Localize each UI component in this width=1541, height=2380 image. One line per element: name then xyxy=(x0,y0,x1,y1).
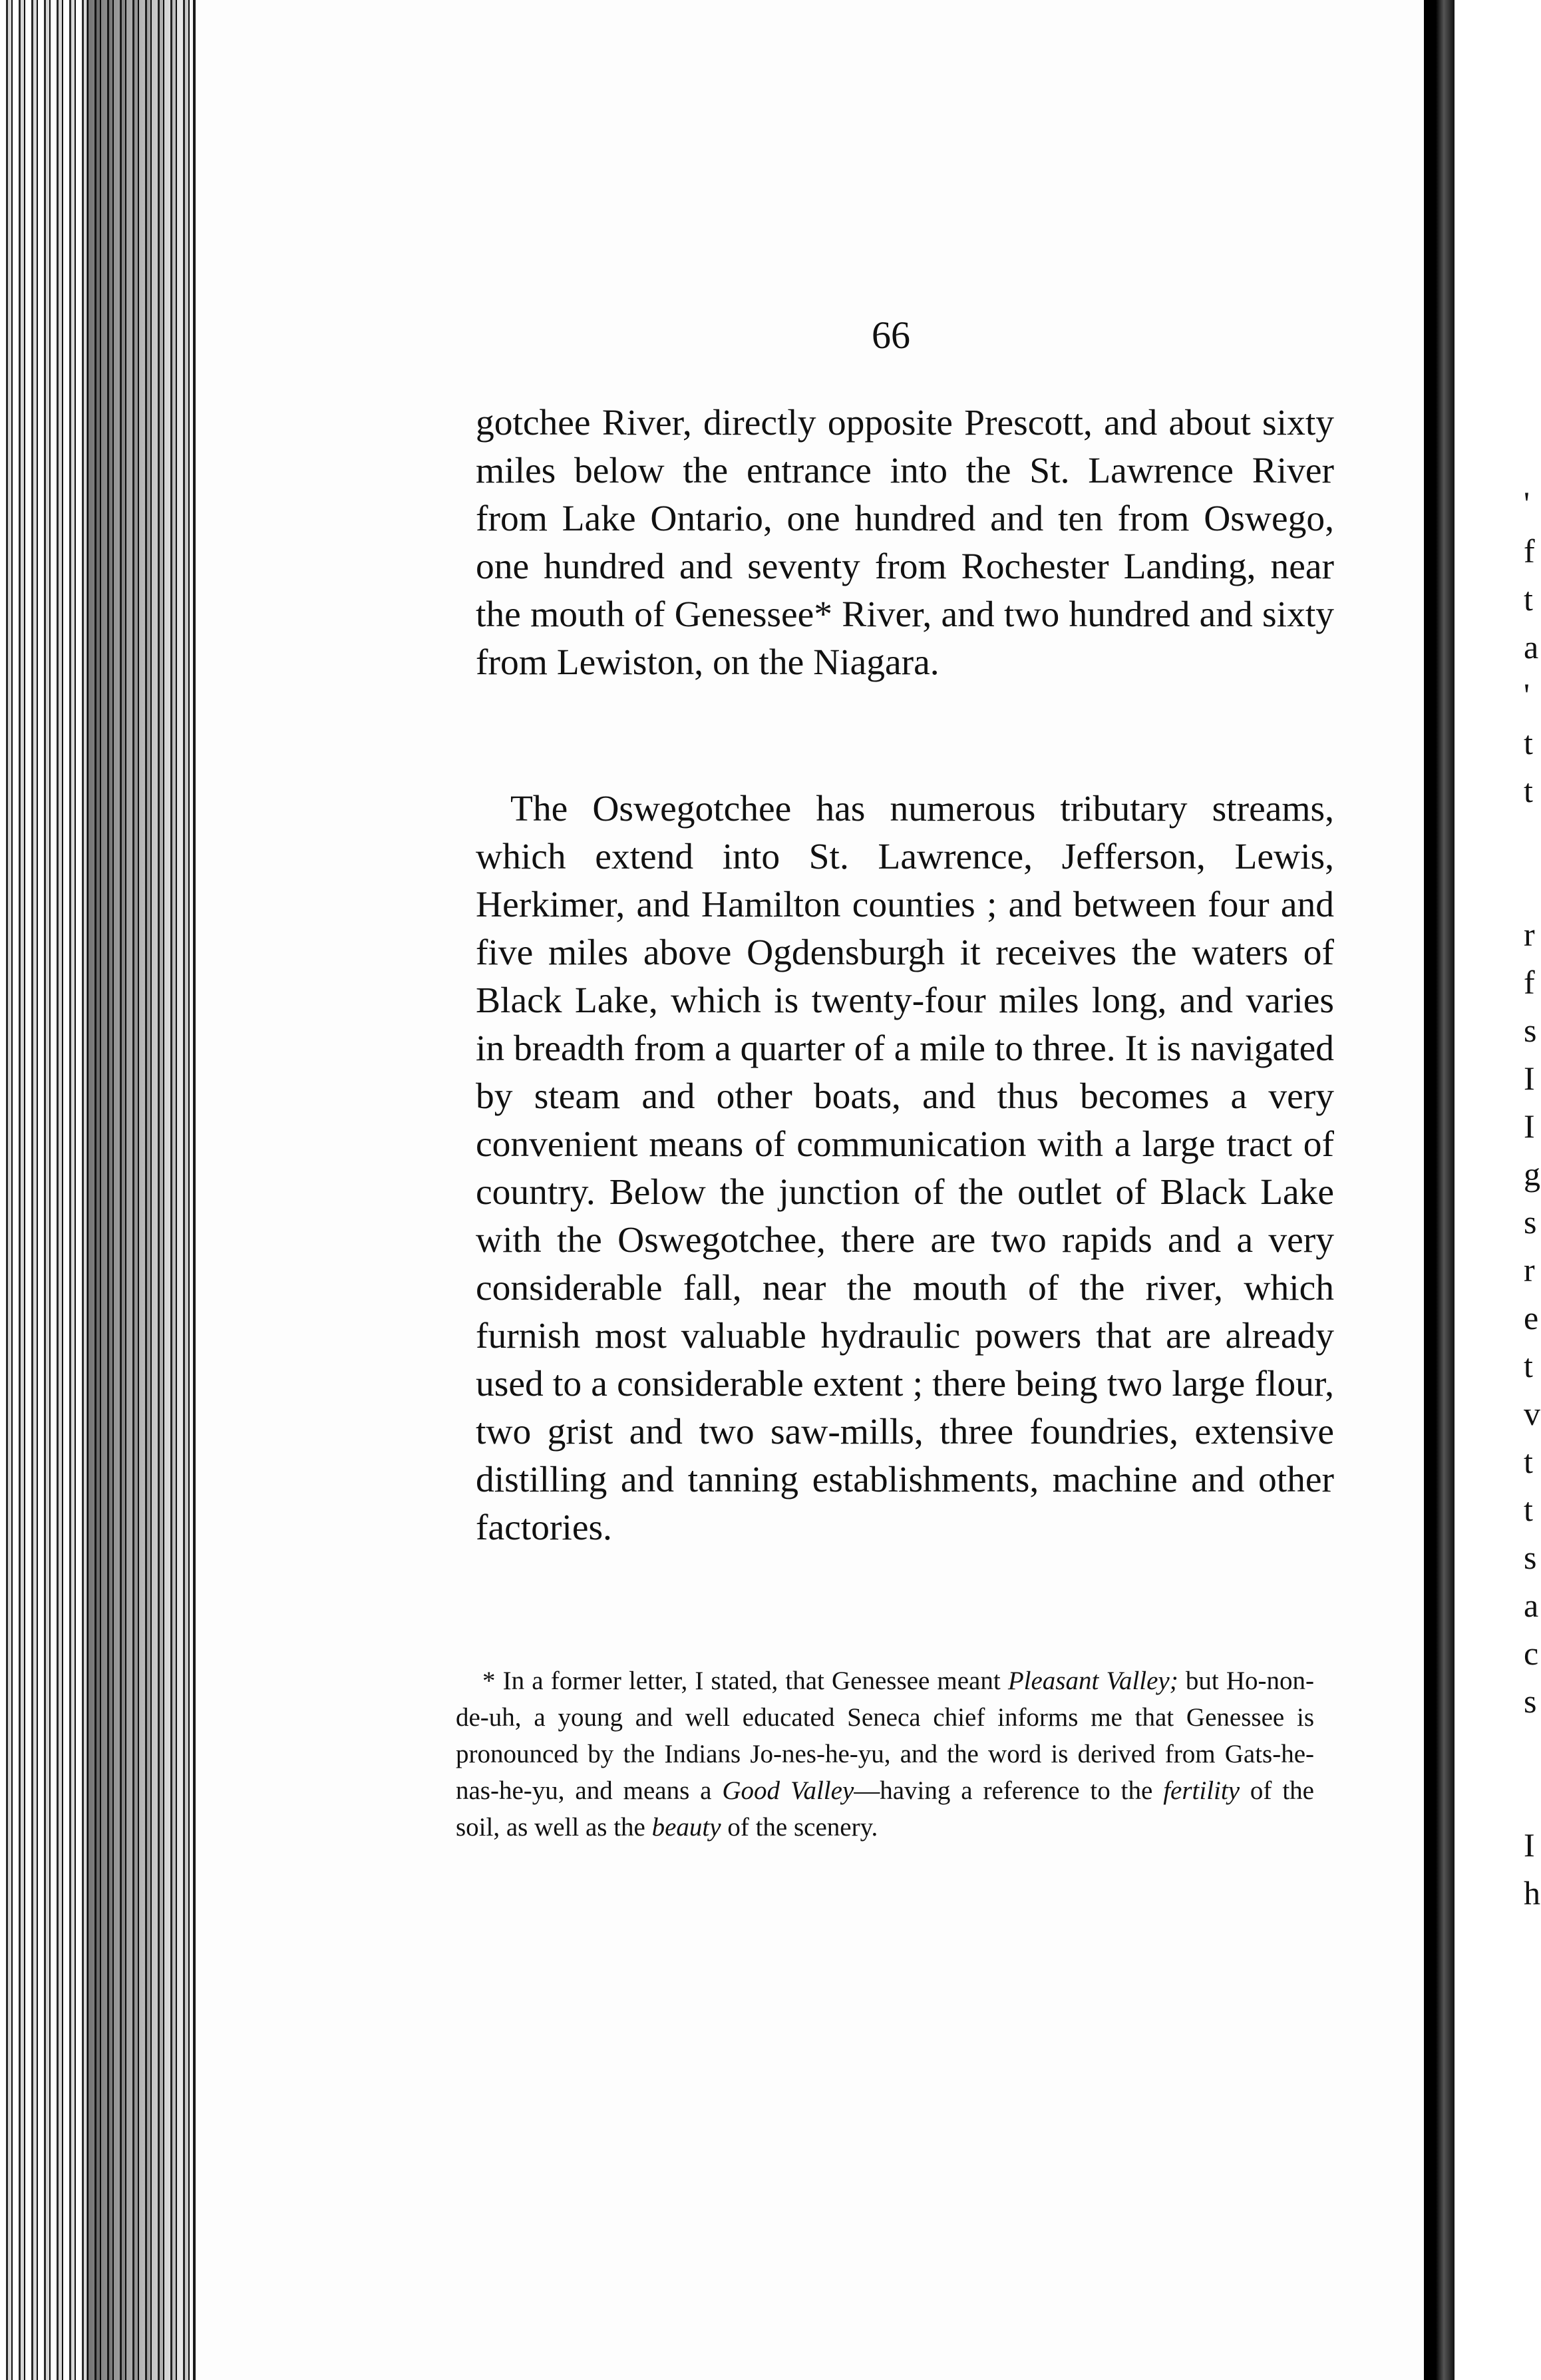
footnote-italic: Pleasant Valley; xyxy=(1007,1667,1178,1695)
footnote-italic: Good Valley xyxy=(722,1776,854,1805)
binding-gutter-right xyxy=(1424,0,1455,2380)
footnote-text: of the scenery. xyxy=(721,1813,878,1842)
facing-page-fragments: ' f t a ' t t r f s I I g s r e t v t t s a c s I h xyxy=(1524,485,1540,1911)
footnote xyxy=(456,1663,1314,1846)
paragraph: gotchee River, directly opposite Prescott, and about sixty miles below the entrance into the St. Lawrence River from Lake Ontario, one hundred and ten from Oswego, one hundred and seventy from Rochester Landing, near the mouth of Genessee* River, and two hundred and sixty from Lewiston, on the Niagara. xyxy=(476,403,1334,683)
footnote-text: * In a former letter, I stated, that Genessee meant xyxy=(482,1667,1008,1695)
footnote-text: of the soil, as well as the xyxy=(456,1776,1314,1842)
footnote-italic: fertility xyxy=(1163,1776,1240,1805)
page-number: 66 xyxy=(872,313,910,357)
footnote-italic: beauty xyxy=(651,1813,721,1842)
paragraph: The Oswegotchee has numerous tributary streams, which extend into St. Lawrence, Jefferson, Lewis, Herkimer, and Hamilton counties ; and between four and five miles above Ogdensburgh it receives the waters of Black Lake, which is twenty-four miles long, and varies in breadth from a quarter of a mile to three. It is navigated by steam and other boats, and thus becomes a very convenient means of communication with a large tract of country. Below the junction of the outlet of Black Lake with the Oswegotchee, there are two rapids and a very considerable fall, near the mouth of the river, which furnish most valuable hydraulic powers that are already used to a considerable extent ; there being two large flour, two grist and two saw-mills, three foundries, extensive distilling and tanning establishments, machine and other factories. xyxy=(476,789,1334,1548)
binding-shadow xyxy=(86,0,200,2380)
footnote-text: —having a reference to the xyxy=(854,1776,1164,1805)
footnote-text: but Ho-non-de-uh, a young and well educated Seneca chief informs me that Genessee is pronounced by the Indians Jo-nes-he-yu, and the word is derived from Gats-he-nas-he-yu, and means a xyxy=(456,1667,1314,1805)
